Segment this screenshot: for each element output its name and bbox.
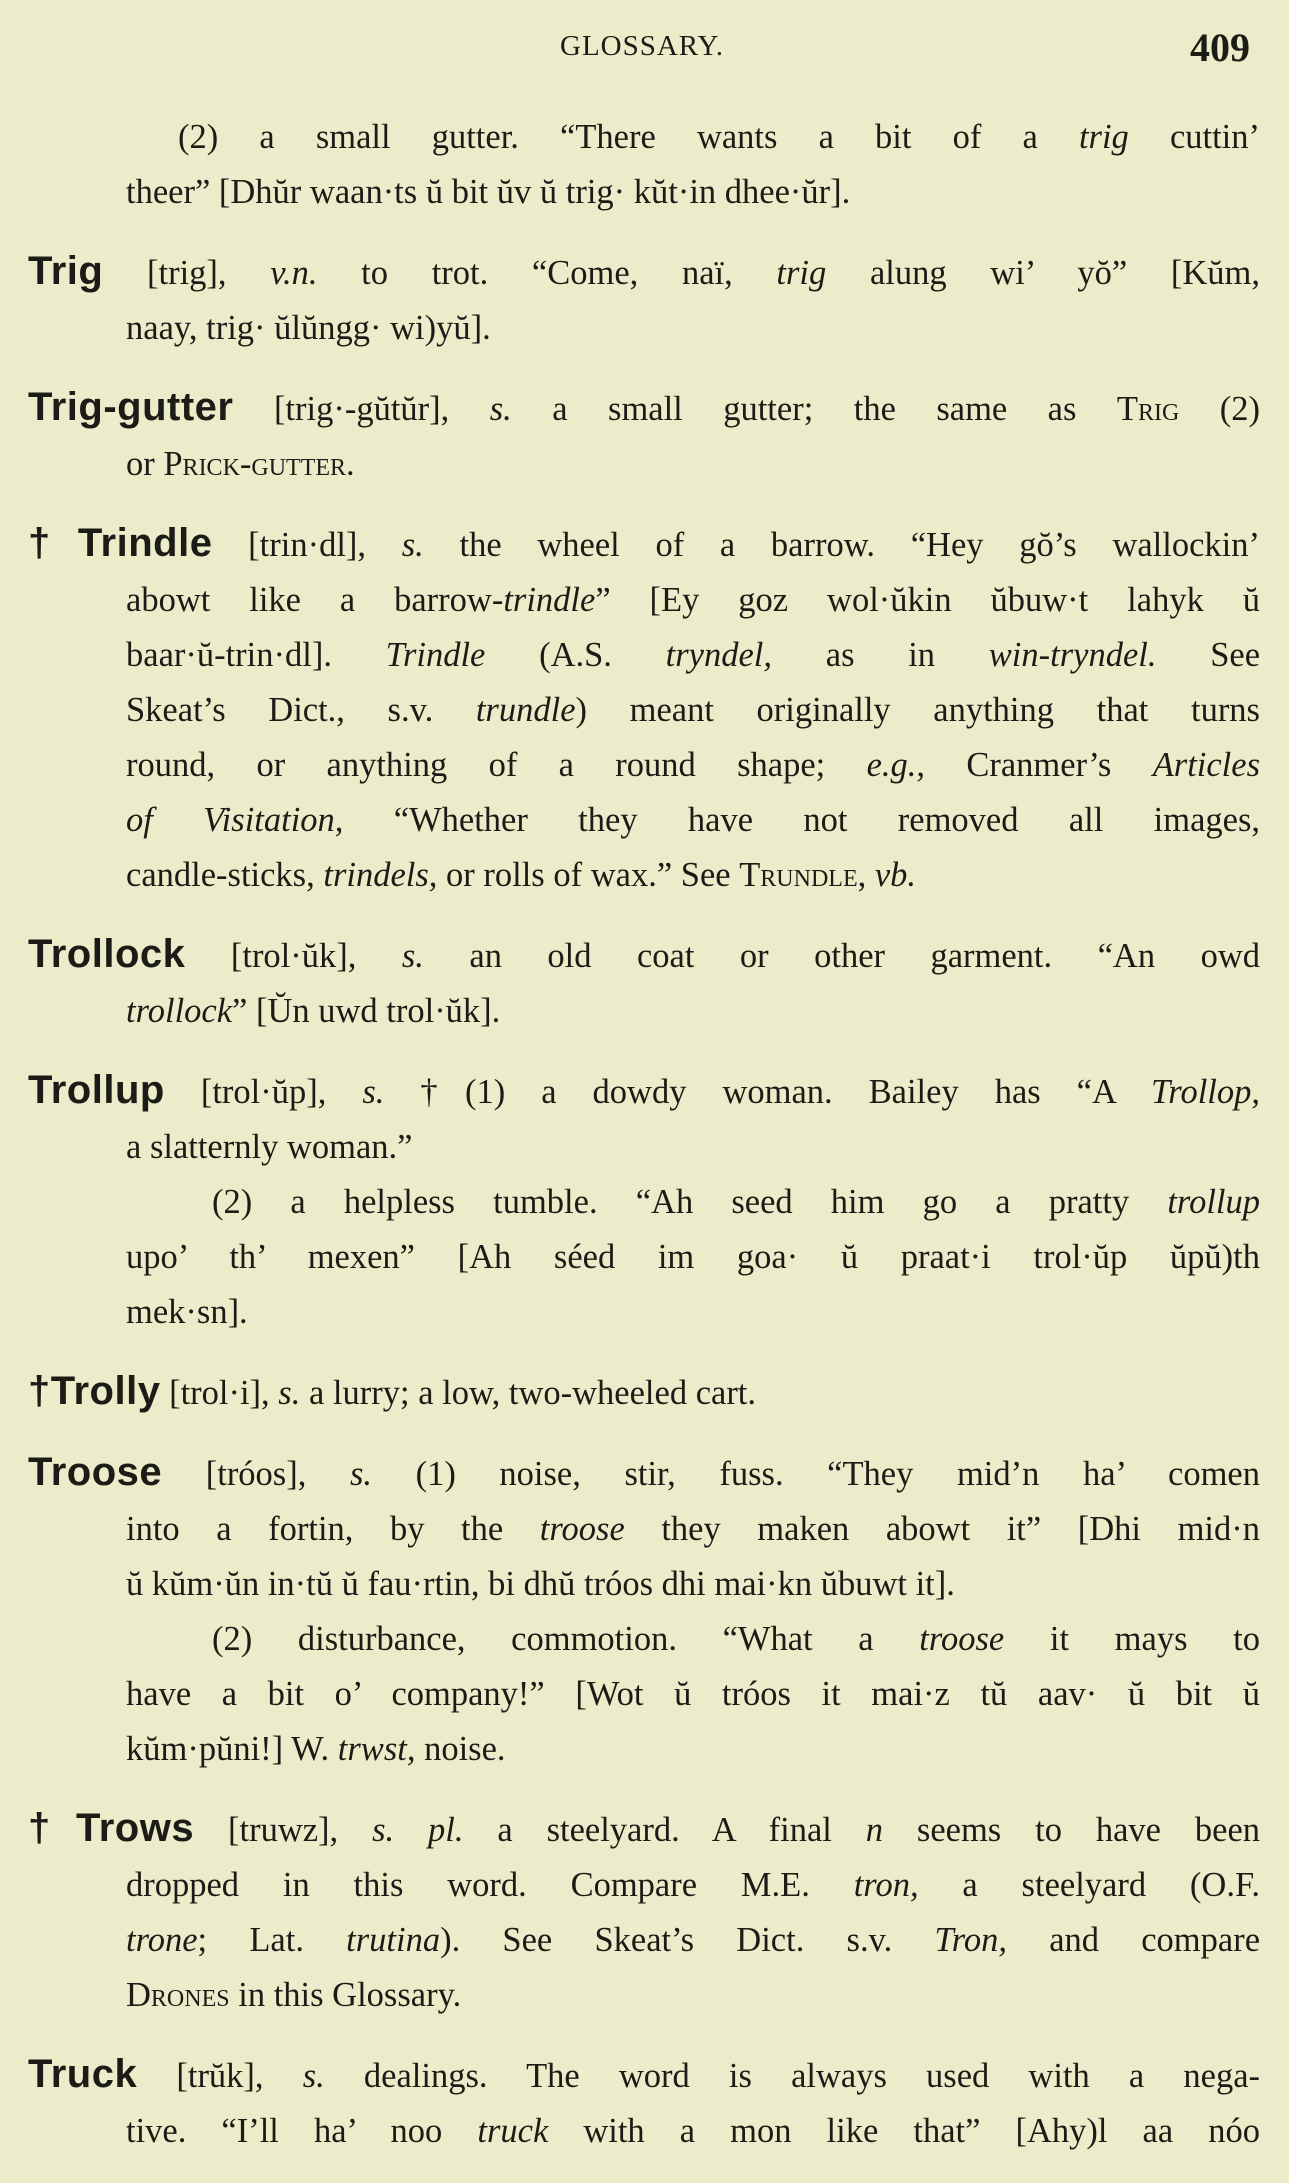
entry-trindle xyxy=(28,516,1260,903)
headword: †Trindle xyxy=(28,521,213,565)
text-line: (2) a helpless tumble. “Ah seed him go a pratty trollup xyxy=(212,1183,1260,1221)
text-line: abowt like a barrow-trindle” [Ey goz wol·ŭkin ŭbuw·t lahyk ŭ xyxy=(126,581,1260,619)
headword: †Trows xyxy=(28,1806,195,1850)
text-line: Trig [trig], v.n. to trot. “Come, naï, trig alung wi’ yŏ” [Kŭm, xyxy=(28,249,1260,293)
text-line: †Trolly [trol·i], s. a lurry; a low, two-wheeled cart. xyxy=(28,1369,757,1413)
entry-trows xyxy=(28,1801,1260,2023)
entry-trollup xyxy=(28,1063,1260,1340)
text-line: of Visitation, “Whether they have not removed all images, xyxy=(126,801,1261,839)
headword: Truck xyxy=(28,2052,138,2096)
text-line: (2) a small gutter. “There wants a bit of a trig cuttin’ xyxy=(178,118,1260,156)
text-line: Trollock [trol·ŭk], s. an old coat or other garment. “An owd xyxy=(28,932,1260,976)
text-line: round, or anything of a round shape; e.g., Cranmer’s Articles xyxy=(126,746,1260,784)
headword: Troose xyxy=(28,1450,163,1494)
headword: Trollock xyxy=(28,932,186,976)
text-line: tive. “I’ll ha’ noo truck with a mon like that” [Ahy)l aa nóo xyxy=(126,2112,1260,2150)
text-line: into a fortin, by the troose they maken abowt it” [Dhi mid·n xyxy=(126,1510,1261,1548)
text-line: trollock” [Ŭn uwd trol·ŭk]. xyxy=(126,992,501,1030)
text-line: Truck [trŭk], s. dealings. The word is always used with a nega- xyxy=(28,2052,1261,2096)
text-line: or Prick-gutter. xyxy=(126,445,355,483)
text-line: †Trows [truwz], s. pl. a steelyard. A final n seems to have been xyxy=(28,1806,1261,1850)
text-line: naay, trig· ŭlŭngg· wi)yŭ]. xyxy=(126,309,491,347)
entry-continuation xyxy=(28,110,1260,220)
text-line: baar·ŭ-trin·dl]. Trindle (A.S. tryndel, as in win-tryndel. See xyxy=(126,636,1261,674)
text-line: Troose [tróos], s. (1) noise, stir, fuss. “They mid’n ha’ comen xyxy=(28,1450,1260,1494)
text-line: candle-sticks, trindels, or rolls of wax.” See Trundle, vb. xyxy=(126,856,917,894)
text-line: (2) disturbance, commotion. “What a troose it mays to xyxy=(212,1620,1260,1658)
page-number: 409 xyxy=(1190,25,1250,70)
entry-trig-gutter xyxy=(28,380,1260,492)
text-line: theer” [Dhŭr waan·ts ŭ bit ŭv ŭ trig· kŭt·in dhee·ŭr]. xyxy=(126,173,851,211)
glossary-entries xyxy=(28,110,1260,2183)
text-line: Skeat’s Dict., s.v. trundle) meant originally anything that turns xyxy=(126,691,1260,729)
text-line: trone; Lat. trutina). See Skeat’s Dict. s.v. Tron, and compare xyxy=(126,1921,1261,1959)
entry-trollock xyxy=(28,927,1260,1039)
headword: Trollup xyxy=(28,1068,165,1112)
headword: Trig-gutter xyxy=(28,385,234,429)
text-line: Drones in this Glossary. xyxy=(126,1976,462,2014)
headword: †Trolly xyxy=(28,1369,161,1413)
text-line: †Trindle [trin·dl], s. the wheel of a barrow. “Hey gŏ’s wallockin’ xyxy=(28,521,1260,565)
text-line: mek·sn]. xyxy=(126,1293,248,1331)
text-line: ŭ kŭm·ŭn in·tŭ ŭ fau·rtin, bi dhŭ tróos dhi mai·kn ŭbuwt it]. xyxy=(126,1565,955,1603)
entry-trolly xyxy=(28,1364,1260,1421)
entry-truck xyxy=(28,2047,1260,2159)
text-line: Trig-gutter [trig·-gŭtŭr], s. a small gutter; the same as Trig (2) xyxy=(28,385,1260,429)
entry-troose xyxy=(28,1445,1260,1777)
text-line: a slatternly woman.” xyxy=(126,1128,413,1166)
running-title: GLOSSARY. xyxy=(560,30,724,62)
text-line: Trollup [trol·ŭp], s. †(1) a dowdy woman. Bailey has “A Trollop, xyxy=(28,1068,1260,1112)
text-line: upo’ th’ mexen” [Ah séed im goa· ŭ praat·i trol·ŭp ŭpŭ)th xyxy=(126,1238,1260,1276)
headword: Trig xyxy=(28,249,104,293)
entry-trig xyxy=(28,244,1260,356)
text-line: dropped in this word. Compare M.E. tron, a steelyard (O.F. xyxy=(126,1866,1260,1904)
running-head xyxy=(0,22,1289,82)
text-line: kŭm·pŭni!] W. trwst, noise. xyxy=(126,1730,506,1768)
text-line: have a bit o’ company!” [Wot ŭ tróos it mai·z tŭ aav· ŭ bit ŭ xyxy=(126,1675,1260,1713)
